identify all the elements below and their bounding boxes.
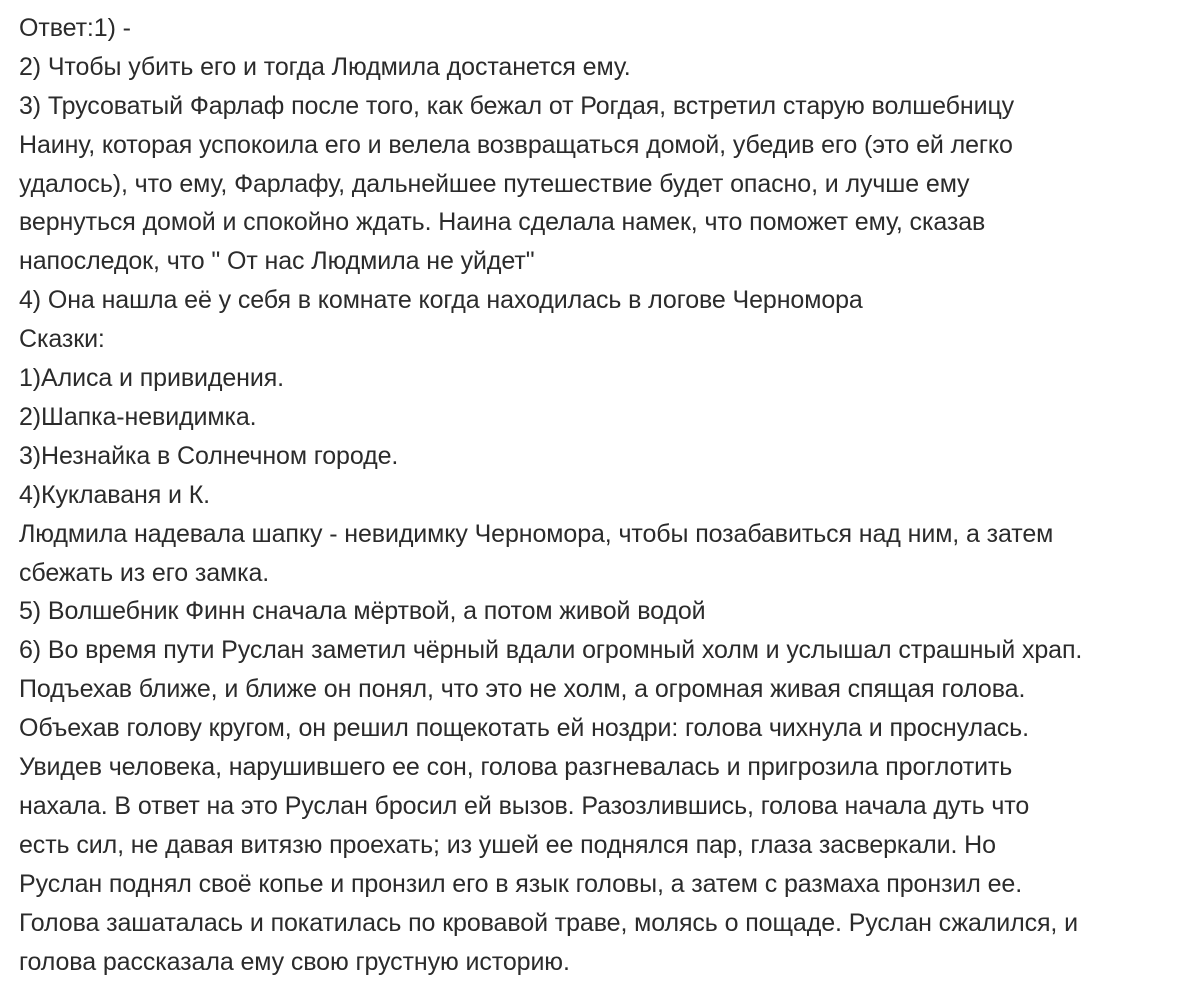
text-line: 3) Трусоватый Фарлаф после того, как бежал от Рогдая, встретил старую волшебницу bbox=[19, 92, 1015, 120]
text-line: 2) Чтобы убить его и тогда Людмила достанется ему. bbox=[19, 53, 631, 81]
text-line: есть сил, не давая витязю проехать; из ушей ее поднялся пар, глаза засверкали. Но bbox=[19, 831, 996, 859]
text-line: Наину, которая успокоила его и велела возвращаться домой, убедив его (это ей легко bbox=[19, 131, 1013, 159]
text-line: Объехав голову кругом, он решил пощекотать ей ноздри: голова чихнула и проснулась. bbox=[19, 714, 1029, 742]
text-line: сбежать из его замка. bbox=[19, 559, 270, 587]
text-line: напоследок, что " От нас Людмила не уйдет" bbox=[19, 247, 535, 275]
text-line: Руслан поднял своё копье и пронзил его в язык головы, а затем с размаха пронзил ее. bbox=[19, 870, 1023, 898]
list-item: 4)Куклаваня и К. bbox=[19, 481, 211, 509]
text-line: голова рассказала ему свою грустную историю. bbox=[19, 948, 570, 976]
text-line: Ответ:1) - bbox=[19, 14, 131, 42]
text-line: Людмила надевала шапку - невидимку Черномора, чтобы позабавиться над ним, а затем bbox=[19, 520, 1054, 548]
text-line: вернуться домой и спокойно ждать. Наина сделала намек, что поможет ему, сказав bbox=[19, 208, 986, 236]
section-heading: Сказки: bbox=[19, 325, 105, 353]
list-item: 3)Незнайка в Солнечном городе. bbox=[19, 442, 399, 470]
text-line: удалось), что ему, Фарлафу, дальнейшее путешествие будет опасно, и лучше ему bbox=[19, 170, 970, 198]
text-line: нахала. В ответ на это Руслан бросил ей вызов. Разозлившись, голова начала дуть что bbox=[19, 792, 1030, 820]
text-line: 6) Во время пути Руслан заметил чёрный вдали огромный холм и услышал страшный храп. bbox=[19, 636, 1083, 664]
text-line: 4) Она нашла её у себя в комнате когда находилась в логове Черномора bbox=[19, 286, 863, 314]
list-item: 2)Шапка-невидимка. bbox=[19, 403, 257, 431]
text-line: 5) Волшебник Финн сначала мёртвой, а потом живой водой bbox=[19, 597, 706, 625]
text-line: Увидев человека, нарушившего ее сон, голова разгневалась и пригрозила проглотить bbox=[19, 753, 1013, 781]
text-line: Голова зашаталась и покатилась по кровавой траве, молясь о пощаде. Руслан сжалился, и bbox=[19, 909, 1078, 937]
list-item: 1)Алиса и привидения. bbox=[19, 364, 285, 392]
text-line: Подъехав ближе, и ближе он понял, что это не холм, а огромная живая спящая голова. bbox=[19, 675, 1026, 703]
